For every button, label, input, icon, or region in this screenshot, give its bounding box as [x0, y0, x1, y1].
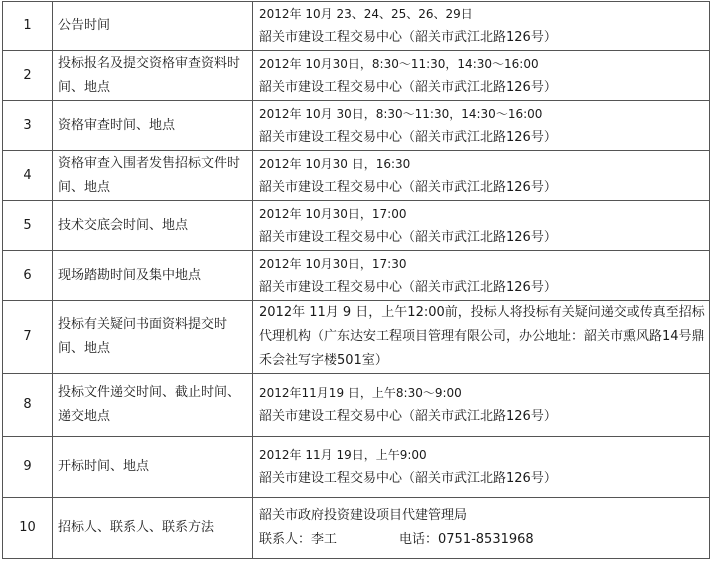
detail-time: 2012年 10月30日，17:30: [259, 256, 407, 271]
detail-location: 韶关市建设工程交易中心（韶关市武江北路126号）: [259, 79, 557, 95]
row-number: 5: [3, 201, 53, 251]
detail-time: 2012年 10月 30日，8:30～11:30，14:30～16:00: [259, 106, 543, 121]
table-row: [3, 301, 710, 374]
table-row: [3, 498, 710, 559]
detail-time: 2012年 10月30 日，16:30: [259, 156, 411, 171]
item-detail: [253, 101, 710, 151]
item-label: 公告时间: [53, 2, 253, 51]
item-label: 招标人、联系人、联系方法: [53, 498, 253, 559]
table-row: [3, 151, 710, 201]
item-label: 资格审查时间、地点: [53, 101, 253, 151]
detail-time: 2012年 10月30日，8:30～11:30，14:30～16:00: [259, 56, 539, 71]
item-detail: [253, 151, 710, 201]
item-detail: [253, 437, 710, 498]
item-label: 现场踏勘时间及集中地点: [53, 251, 253, 301]
contact-person: 联系人：李工: [259, 532, 338, 547]
detail-location: 韶关市建设工程交易中心（韶关市武江北路126号）: [259, 279, 557, 295]
item-detail: [253, 51, 710, 101]
table-row: [3, 437, 710, 498]
item-label: 技术交底会时间、地点: [53, 201, 253, 251]
row-number: 1: [3, 2, 53, 51]
detail-location: 韶关市建设工程交易中心（韶关市武江北路126号）: [259, 471, 557, 486]
row-number: 7: [3, 301, 53, 374]
row-number: 4: [3, 151, 53, 201]
table-row: [3, 374, 710, 437]
item-detail: [253, 2, 710, 51]
item-label: 投标文件递交时间、截止时间、递交地点: [53, 374, 253, 437]
table-row: [3, 101, 710, 151]
item-label: 开标时间、地点: [53, 437, 253, 498]
item-detail: [253, 251, 710, 301]
detail-location: 韶关市建设工程交易中心（韶关市武江北路126号）: [259, 30, 557, 45]
table-row: [3, 2, 710, 51]
detail-time: 2012年 11月 19日，上午9:00: [259, 448, 427, 462]
detail-location: 韶关市建设工程交易中心（韶关市武江北路126号）: [259, 409, 557, 424]
row-number: 8: [3, 374, 53, 437]
item-detail: [253, 498, 710, 559]
row-number: 3: [3, 101, 53, 151]
contact-phone: 电话：0751-8531968: [399, 532, 534, 547]
detail-time: 2012年 10月 23、24、25、26、29日: [259, 7, 473, 21]
table-row: [3, 51, 710, 101]
row-number: 6: [3, 251, 53, 301]
table-row: [3, 251, 710, 301]
row-number: 9: [3, 437, 53, 498]
detail-location: 韶关市建设工程交易中心（韶关市武江北路126号）: [259, 179, 557, 195]
contact-row: [259, 528, 705, 552]
table-row: [3, 201, 710, 251]
item-label: 投标报名及提交资格审查资料时间、地点: [53, 51, 253, 101]
detail-time: 2012年11月19 日，上午8:30～9:00: [259, 386, 462, 400]
row-number: 2: [3, 51, 53, 101]
detail-text: 2012年 11月 9 日，上午12:00前，投标人将投标有关疑问递交或传真至招标代理机构（广东达安工程项目管理有限公司，办公地址：韶关市熏风路14号鼎禾会社写字楼501室）: [259, 305, 705, 368]
detail-time: 2012年 10月30日，17:00: [259, 206, 407, 221]
detail-location: 韶关市建设工程交易中心（韶关市武江北路126号）: [259, 229, 557, 245]
item-detail: [253, 201, 710, 251]
item-detail: [253, 374, 710, 437]
detail-organization: 韶关市政府投资建设项目代建管理局: [259, 508, 468, 523]
item-detail: [253, 301, 710, 374]
item-label: 资格审查入围者发售招标文件时间、地点: [53, 151, 253, 201]
item-label: 投标有关疑问书面资料提交时间、地点: [53, 301, 253, 374]
row-number: 10: [3, 498, 53, 559]
schedule-table: [2, 1, 710, 559]
detail-location: 韶关市建设工程交易中心（韶关市武江北路126号）: [259, 129, 557, 145]
